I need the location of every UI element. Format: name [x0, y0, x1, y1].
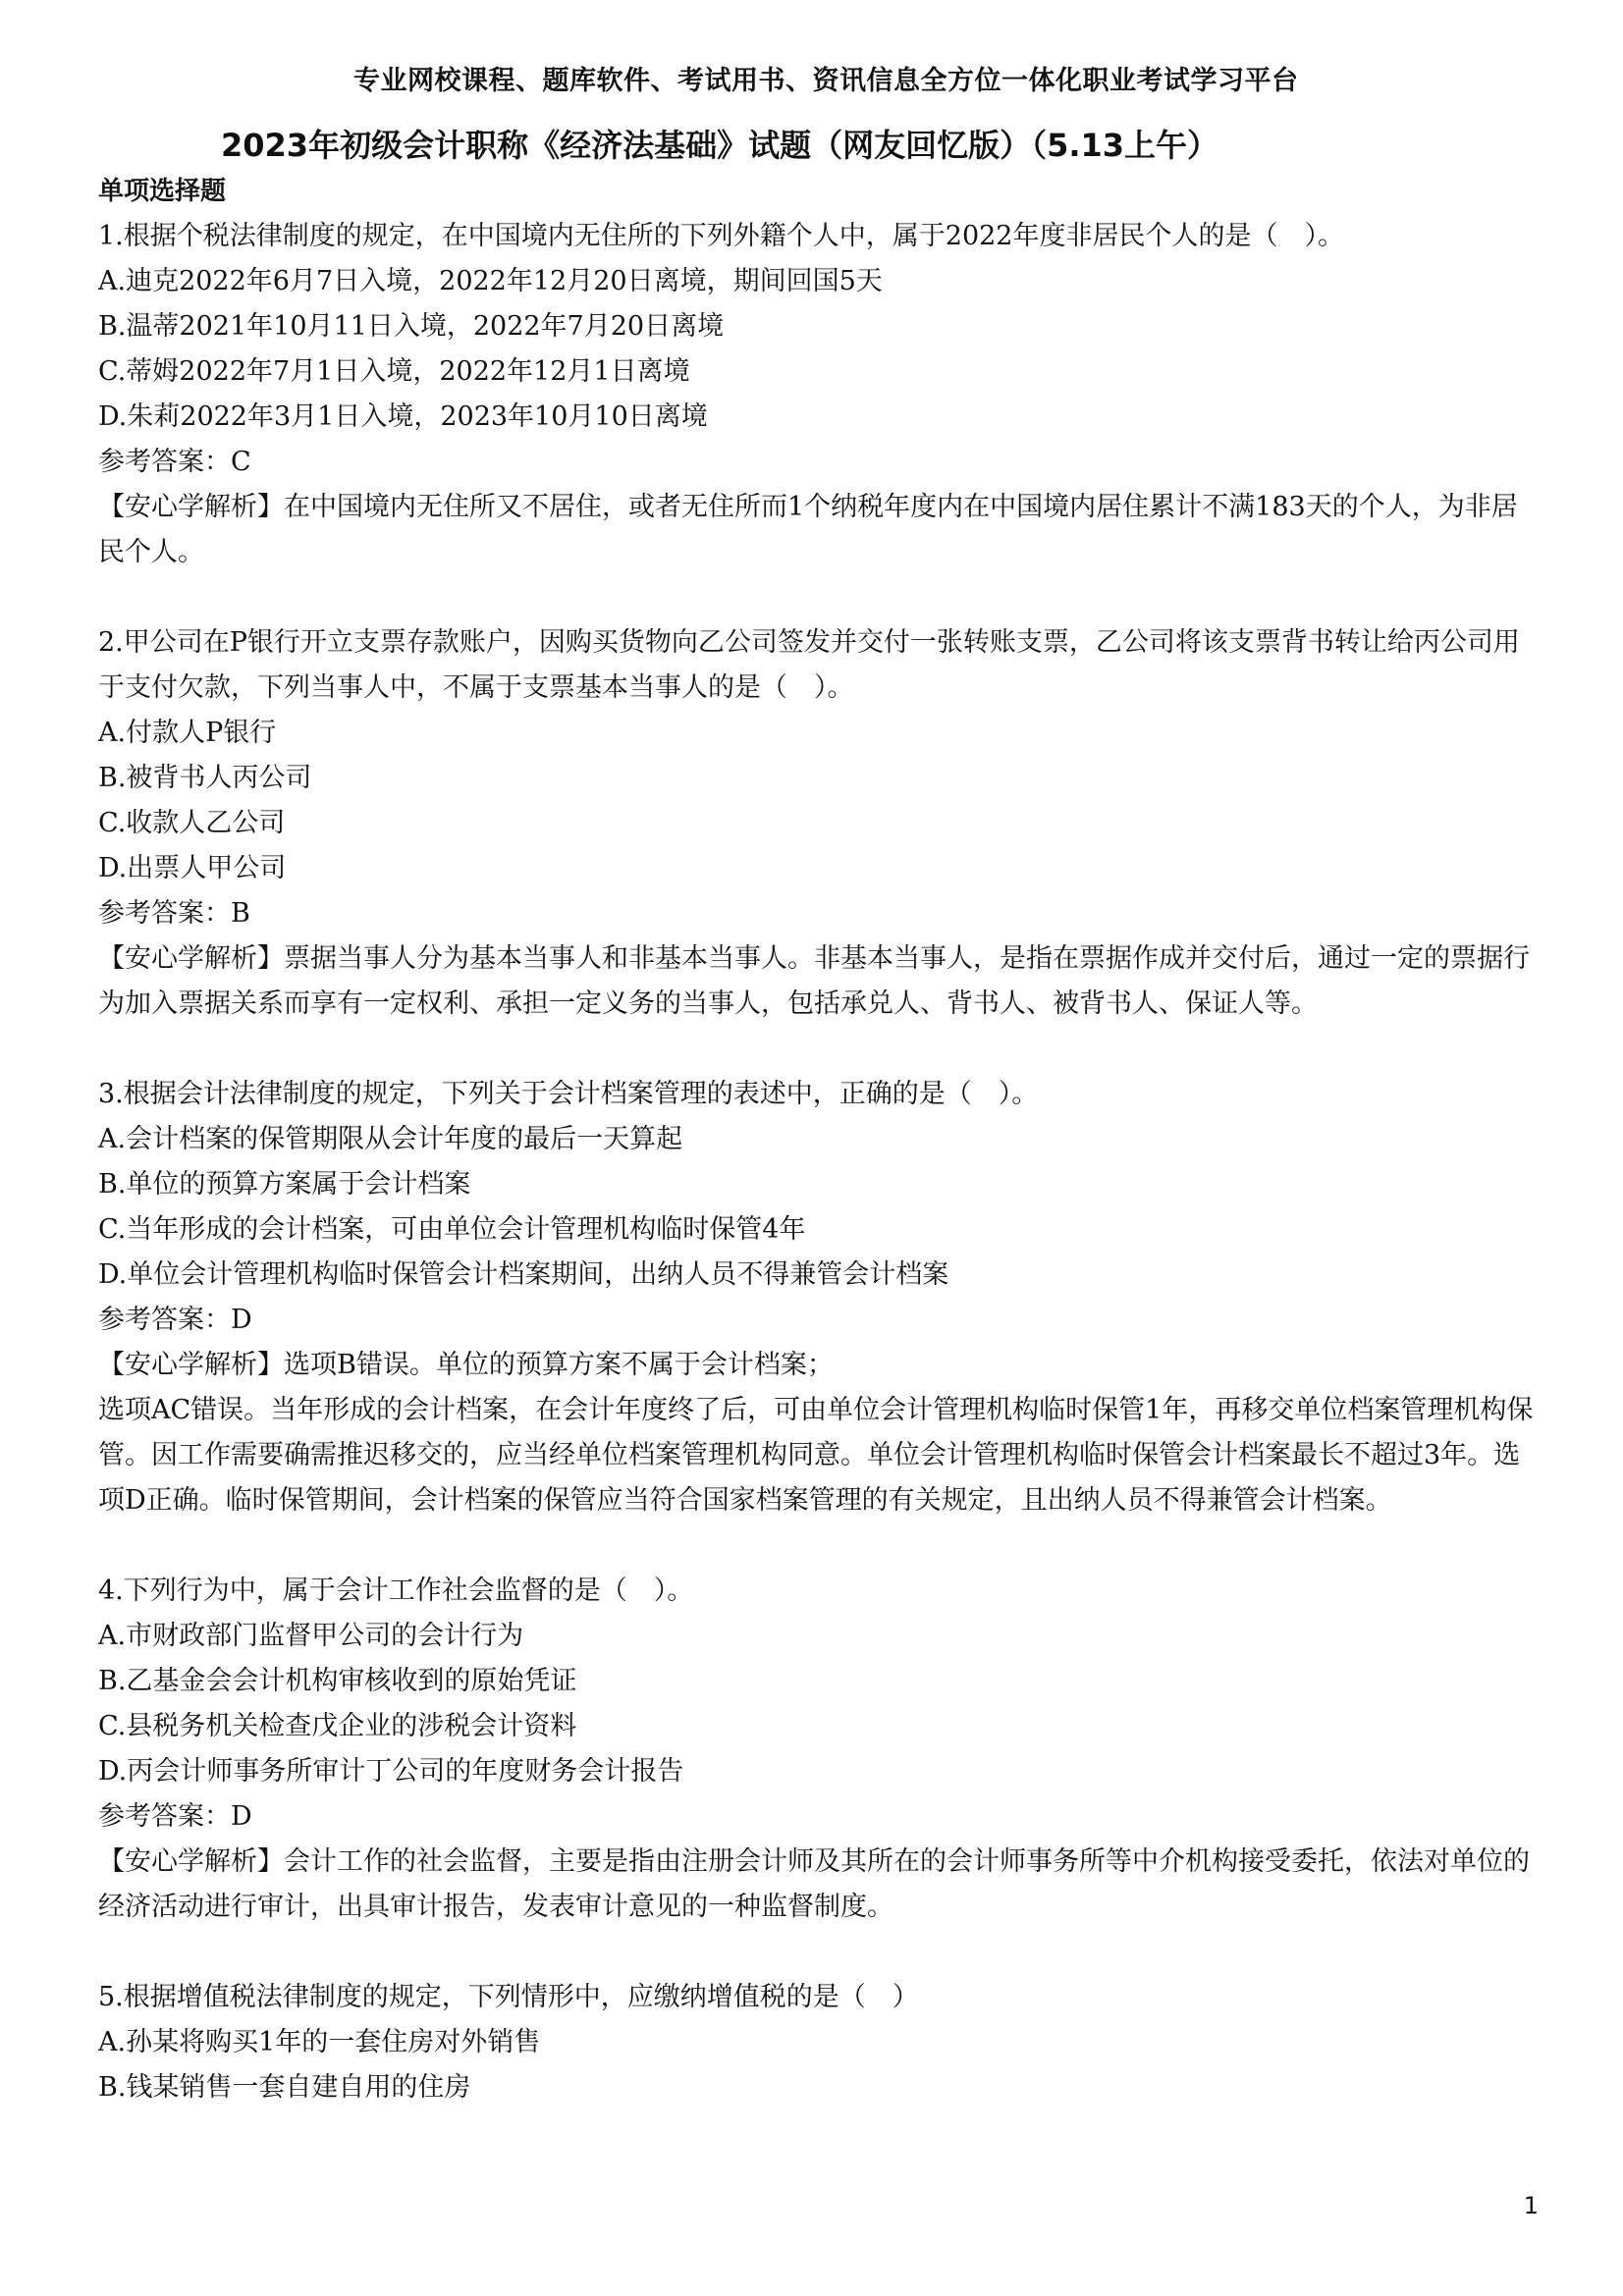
option-d: D.丙会计师事务所审计丁公司的年度财务会计报告 — [98, 1756, 684, 1787]
reference-answer: 参考答案：D — [98, 1305, 252, 1335]
answer-analysis: 【安心学解析】在中国境内无住所又不居住，或者无住所而1个纳税年度内在中国境内居住累计不满183天的个人，为非居民个人。 — [98, 492, 1518, 567]
answer-analysis: 【安心学解析】会计工作的社会监督，主要是指由注册会计师及其所在的会计师事务所等中介机构接受委托，依法对单位的经济活动进行审计，出具审计报告，发表审计意见的一种监督制度。 — [98, 1846, 1530, 1922]
option-c: C.县税务机关检查戊企业的涉税会计资料 — [98, 1711, 577, 1741]
reference-answer: 参考答案：D — [98, 1801, 252, 1832]
platform-header: 专业网校课程、题库软件、考试用书、资讯信息全方位一体化职业考试学习平台 — [353, 66, 1299, 96]
option-a: A.孙某将购买1年的一套住房对外销售 — [98, 2027, 541, 2057]
reference-answer: 参考答案：B — [98, 898, 250, 929]
option-b: B.乙基金会会计机构审核收到的原始凭证 — [98, 1666, 577, 1696]
option-a: A.付款人P银行 — [98, 718, 277, 748]
question-stem: 5.根据增值税法律制度的规定，下列情形中，应缴纳增值税的是（ ） — [98, 1982, 919, 2012]
section-heading: 单项选择题 — [98, 177, 227, 206]
question-3 — [98, 1072, 1542, 1523]
option-b: B.单位的预算方案属于会计档案 — [98, 1169, 471, 1200]
question-stem: 2.甲公司在P银行开立支票存款账户，因购买货物向乙公司签发并交付一张转账支票，乙公司将该支票背书转让给丙公司用于支付欠款，下列当事人中，不属于支票基本当事人的是（ ）。 — [98, 627, 1520, 703]
option-d: D.朱莉2022年3月1日入境，2023年10月10日离境 — [98, 401, 708, 432]
option-a: A.迪克2022年6月7日入境，2022年12月20日离境，期间回国5天 — [98, 266, 883, 296]
answer-analysis: 【安心学解析】选项B错误。单位的预算方案不属于会计档案； — [98, 1350, 834, 1380]
question-2 — [98, 620, 1542, 1027]
option-c: C.当年形成的会计档案，可由单位会计管理机构临时保管4年 — [98, 1214, 806, 1245]
question-stem: 1.根据个税法律制度的规定，在中国境内无住所的下列外籍个人中，属于2022年度非居民个人的是（ ）。 — [98, 221, 1344, 251]
option-d: D.出票人甲公司 — [98, 853, 287, 883]
option-b: B.被背书人丙公司 — [98, 763, 312, 793]
option-a: A.市财政部门监督甲公司的会计行为 — [98, 1621, 524, 1651]
question-1 — [98, 214, 1542, 575]
page-title: 2023年初级会计职称《经济法基础》试题（网友回忆版）（5.13上午） — [221, 127, 1219, 164]
option-a: A.会计档案的保管期限从会计年度的最后一天算起 — [98, 1124, 683, 1154]
option-c: C.收款人乙公司 — [98, 808, 286, 838]
reference-answer: 参考答案：C — [98, 447, 251, 477]
question-4 — [98, 1569, 1542, 1930]
question-5 — [98, 1975, 1542, 2110]
question-stem: 4.下列行为中，属于会计工作社会监督的是（ ）。 — [98, 1575, 694, 1606]
option-b: B.温蒂2021年10月11日入境，2022年7月20日离境 — [98, 311, 725, 342]
answer-analysis-continued: 选项AC错误。当年形成的会计档案，在会计年度终了后，可由单位会计管理机构临时保管1年，再移交单位档案管理机构保管。因工作需要确需推迟移交的，应当经单位档案管理机构同意。单位会计管理机构临时保管会计档案最长不超过3年。选项D正确。临时保管期间，会计档案的保管应当符合国家档案管理的有关规定，且出纳人员不得兼管会计档案。 — [98, 1395, 1534, 1516]
document-body — [98, 169, 1542, 2156]
answer-analysis: 【安心学解析】票据当事人分为基本当事人和非基本当事人。非基本当事人，是指在票据作成并交付后，通过一定的票据行为加入票据关系而享有一定权利、承担一定义务的当事人，包括承兑人、背书人、被背书人、保证人等。 — [98, 943, 1530, 1019]
page-number: 1 — [1523, 2192, 1539, 2219]
option-c: C.蒂姆2022年7月1日入境，2022年12月1日离境 — [98, 356, 690, 387]
question-stem: 3.根据会计法律制度的规定，下列关于会计档案管理的表述中，正确的是（ ）。 — [98, 1079, 1039, 1109]
option-b: B.钱某销售一套自建自用的住房 — [98, 2072, 471, 2103]
option-d: D.单位会计管理机构临时保管会计档案期间，出纳人员不得兼管会计档案 — [98, 1259, 949, 1290]
